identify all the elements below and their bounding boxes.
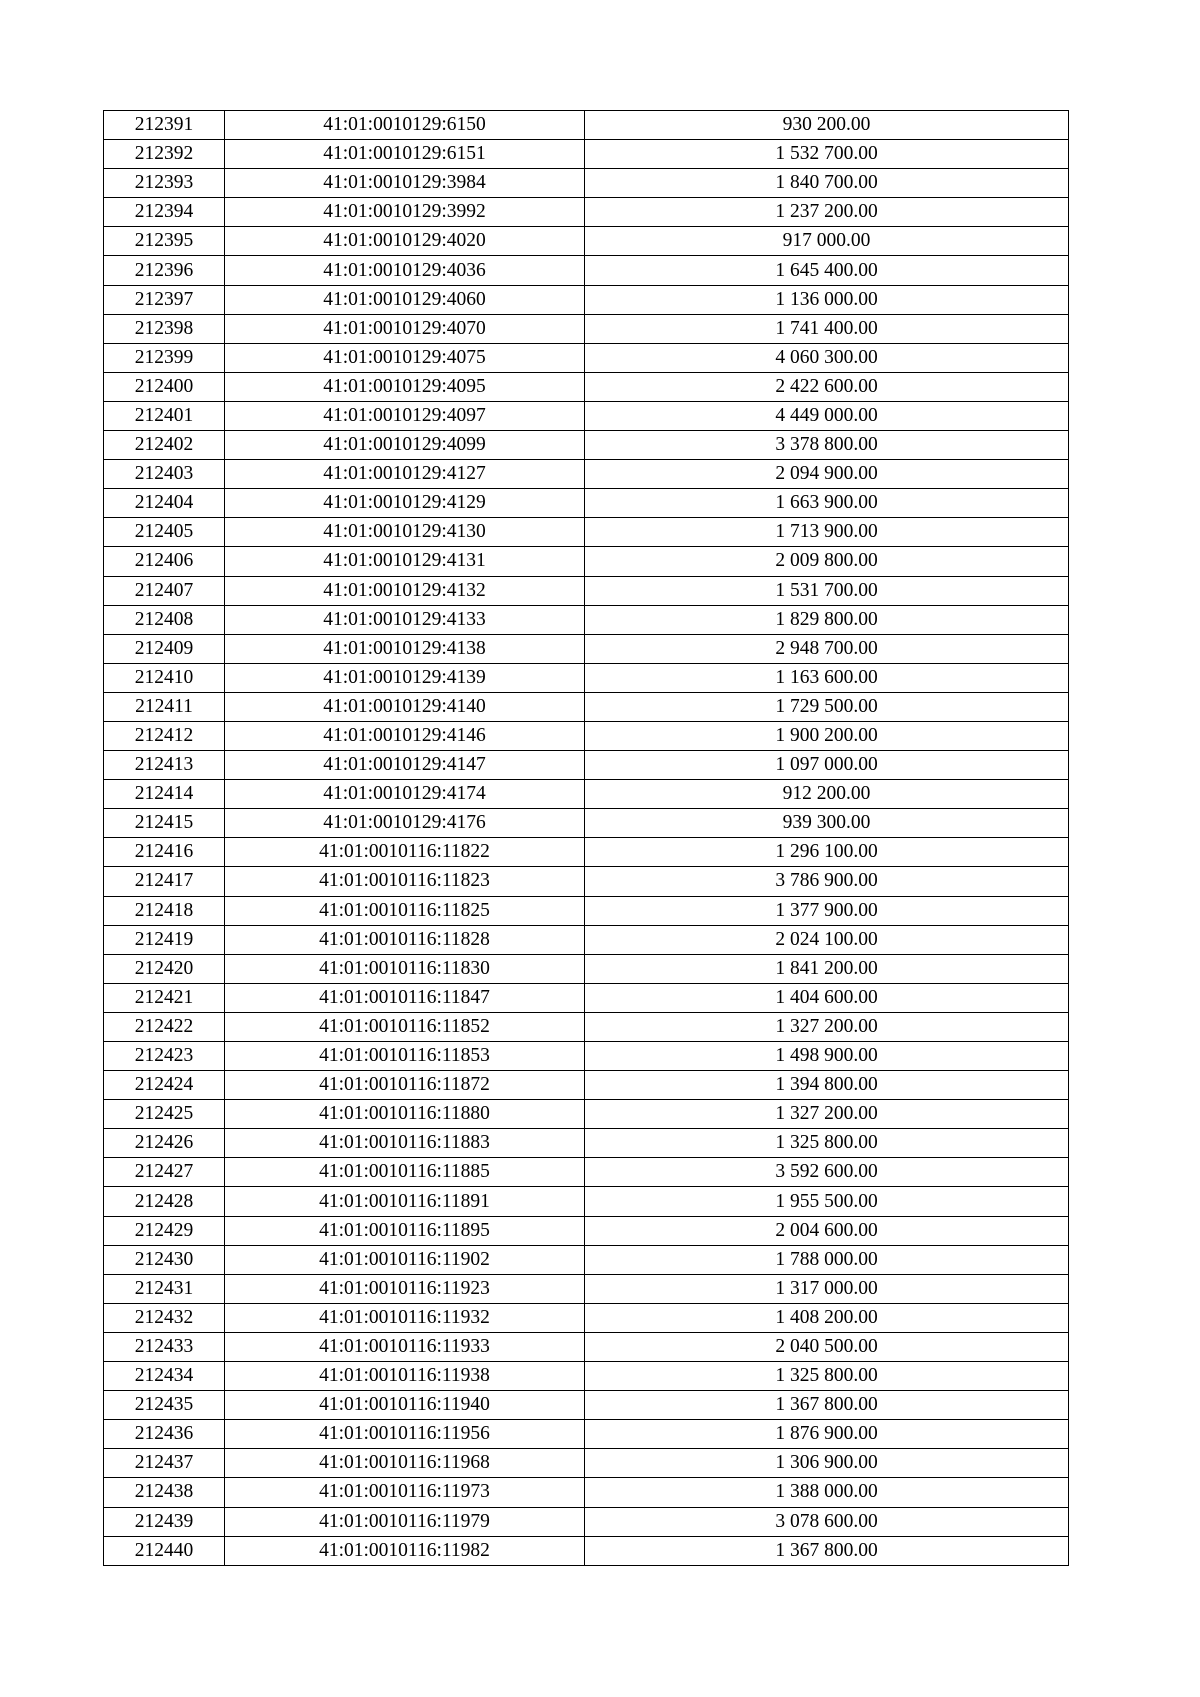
cadastral-number-cell: 41:01:0010129:4140 <box>225 692 585 721</box>
cadastral-value-cell: 3 078 600.00 <box>585 1507 1069 1536</box>
cadastral-value-cell: 2 094 900.00 <box>585 460 1069 489</box>
cadastral-number-cell: 41:01:0010129:4139 <box>225 663 585 692</box>
cadastral-value-cell: 3 786 900.00 <box>585 867 1069 896</box>
cadastral-number-cell: 41:01:0010129:6151 <box>225 140 585 169</box>
cadastral-value-cell: 2 422 600.00 <box>585 372 1069 401</box>
row-number-cell: 212404 <box>104 489 225 518</box>
row-number-cell: 212421 <box>104 983 225 1012</box>
table-row <box>104 1274 1069 1303</box>
row-number-cell: 212426 <box>104 1129 225 1158</box>
cadastral-number-cell: 41:01:0010129:4147 <box>225 751 585 780</box>
row-number-cell: 212431 <box>104 1274 225 1303</box>
table-row <box>104 431 1069 460</box>
cadastral-value-cell: 1 325 800.00 <box>585 1129 1069 1158</box>
table-row <box>104 1391 1069 1420</box>
cadastral-value-cell: 1 377 900.00 <box>585 896 1069 925</box>
table-row <box>104 925 1069 954</box>
table-row <box>104 1187 1069 1216</box>
cadastre-value-table <box>103 110 1069 1566</box>
table-row <box>104 489 1069 518</box>
cadastral-number-cell: 41:01:0010116:11933 <box>225 1332 585 1361</box>
cadastral-value-cell: 1 663 900.00 <box>585 489 1069 518</box>
row-number-cell: 212402 <box>104 431 225 460</box>
table-row <box>104 1216 1069 1245</box>
row-number-cell: 212410 <box>104 663 225 692</box>
cadastral-number-cell: 41:01:0010116:11923 <box>225 1274 585 1303</box>
row-number-cell: 212427 <box>104 1158 225 1187</box>
row-number-cell: 212422 <box>104 1012 225 1041</box>
cadastral-value-cell: 1 394 800.00 <box>585 1071 1069 1100</box>
table-row <box>104 809 1069 838</box>
row-number-cell: 212392 <box>104 140 225 169</box>
row-number-cell: 212439 <box>104 1507 225 1536</box>
cadastral-number-cell: 41:01:0010116:11872 <box>225 1071 585 1100</box>
row-number-cell: 212429 <box>104 1216 225 1245</box>
cadastral-number-cell: 41:01:0010129:4130 <box>225 518 585 547</box>
row-number-cell: 212409 <box>104 634 225 663</box>
table-row <box>104 1362 1069 1391</box>
row-number-cell: 212396 <box>104 256 225 285</box>
cadastral-value-cell: 1 788 000.00 <box>585 1245 1069 1274</box>
cadastral-value-cell: 1 876 900.00 <box>585 1420 1069 1449</box>
cadastral-value-cell: 1 237 200.00 <box>585 198 1069 227</box>
cadastral-value-cell: 1 645 400.00 <box>585 256 1069 285</box>
row-number-cell: 212397 <box>104 285 225 314</box>
cadastral-number-cell: 41:01:0010116:11902 <box>225 1245 585 1274</box>
table-row <box>104 838 1069 867</box>
table-row <box>104 372 1069 401</box>
row-number-cell: 212419 <box>104 925 225 954</box>
cadastral-number-cell: 41:01:0010129:6150 <box>225 111 585 140</box>
table-row <box>104 401 1069 430</box>
cadastral-number-cell: 41:01:0010116:11982 <box>225 1536 585 1565</box>
cadastral-value-cell: 1 408 200.00 <box>585 1303 1069 1332</box>
table-row <box>104 721 1069 750</box>
table-row <box>104 547 1069 576</box>
row-number-cell: 212391 <box>104 111 225 140</box>
cadastral-number-cell: 41:01:0010116:11956 <box>225 1420 585 1449</box>
row-number-cell: 212399 <box>104 343 225 372</box>
cadastral-number-cell: 41:01:0010116:11830 <box>225 954 585 983</box>
cadastral-value-cell: 939 300.00 <box>585 809 1069 838</box>
cadastral-number-cell: 41:01:0010116:11891 <box>225 1187 585 1216</box>
cadastral-number-cell: 41:01:0010129:4060 <box>225 285 585 314</box>
row-number-cell: 212408 <box>104 605 225 634</box>
cadastral-number-cell: 41:01:0010116:11880 <box>225 1100 585 1129</box>
cadastral-value-cell: 1 388 000.00 <box>585 1478 1069 1507</box>
table-row <box>104 1536 1069 1565</box>
cadastral-number-cell: 41:01:0010116:11823 <box>225 867 585 896</box>
cadastral-number-cell: 41:01:0010129:4075 <box>225 343 585 372</box>
row-number-cell: 212438 <box>104 1478 225 1507</box>
row-number-cell: 212414 <box>104 780 225 809</box>
row-number-cell: 212435 <box>104 1391 225 1420</box>
table-row <box>104 751 1069 780</box>
cadastral-number-cell: 41:01:0010116:11847 <box>225 983 585 1012</box>
row-number-cell: 212407 <box>104 576 225 605</box>
row-number-cell: 212423 <box>104 1042 225 1071</box>
table-row <box>104 634 1069 663</box>
cadastral-number-cell: 41:01:0010129:4146 <box>225 721 585 750</box>
table-row <box>104 1158 1069 1187</box>
row-number-cell: 212398 <box>104 314 225 343</box>
cadastral-value-cell: 1 729 500.00 <box>585 692 1069 721</box>
table-row <box>104 169 1069 198</box>
cadastral-number-cell: 41:01:0010129:4138 <box>225 634 585 663</box>
table-row <box>104 518 1069 547</box>
table-row <box>104 1042 1069 1071</box>
table-row <box>104 140 1069 169</box>
cadastral-number-cell: 41:01:0010116:11938 <box>225 1362 585 1391</box>
cadastral-value-cell: 1 317 000.00 <box>585 1274 1069 1303</box>
table-row <box>104 663 1069 692</box>
cadastral-number-cell: 41:01:0010129:4174 <box>225 780 585 809</box>
cadastral-value-cell: 2 024 100.00 <box>585 925 1069 954</box>
cadastral-number-cell: 41:01:0010116:11825 <box>225 896 585 925</box>
cadastral-number-cell: 41:01:0010129:3992 <box>225 198 585 227</box>
table-row <box>104 1507 1069 1536</box>
row-number-cell: 212430 <box>104 1245 225 1274</box>
row-number-cell: 212416 <box>104 838 225 867</box>
cadastral-value-cell: 1 713 900.00 <box>585 518 1069 547</box>
table-row <box>104 896 1069 925</box>
table-row <box>104 1129 1069 1158</box>
table-row <box>104 1303 1069 1332</box>
cadastral-number-cell: 41:01:0010116:11828 <box>225 925 585 954</box>
cadastral-value-cell: 1 955 500.00 <box>585 1187 1069 1216</box>
cadastral-value-cell: 1 327 200.00 <box>585 1100 1069 1129</box>
cadastral-value-cell: 2 040 500.00 <box>585 1332 1069 1361</box>
table-row <box>104 1245 1069 1274</box>
row-number-cell: 212413 <box>104 751 225 780</box>
table-row <box>104 1012 1069 1041</box>
cadastral-value-cell: 1 136 000.00 <box>585 285 1069 314</box>
cadastral-value-cell: 1 327 200.00 <box>585 1012 1069 1041</box>
row-number-cell: 212434 <box>104 1362 225 1391</box>
row-number-cell: 212411 <box>104 692 225 721</box>
cadastral-value-cell: 4 449 000.00 <box>585 401 1069 430</box>
cadastral-value-cell: 1 532 700.00 <box>585 140 1069 169</box>
row-number-cell: 212437 <box>104 1449 225 1478</box>
cadastral-value-cell: 1 306 900.00 <box>585 1449 1069 1478</box>
table-row <box>104 1071 1069 1100</box>
table-row <box>104 692 1069 721</box>
row-number-cell: 212401 <box>104 401 225 430</box>
cadastral-value-cell: 1 097 000.00 <box>585 751 1069 780</box>
table-row <box>104 780 1069 809</box>
cadastral-number-cell: 41:01:0010129:4131 <box>225 547 585 576</box>
table-row <box>104 256 1069 285</box>
row-number-cell: 212420 <box>104 954 225 983</box>
cadastral-number-cell: 41:01:0010116:11973 <box>225 1478 585 1507</box>
cadastral-value-cell: 912 200.00 <box>585 780 1069 809</box>
cadastral-value-cell: 2 004 600.00 <box>585 1216 1069 1245</box>
cadastral-value-cell: 1 325 800.00 <box>585 1362 1069 1391</box>
row-number-cell: 212406 <box>104 547 225 576</box>
row-number-cell: 212436 <box>104 1420 225 1449</box>
cadastral-value-cell: 1 367 800.00 <box>585 1391 1069 1420</box>
row-number-cell: 212400 <box>104 372 225 401</box>
cadastral-number-cell: 41:01:0010129:4020 <box>225 227 585 256</box>
table-row <box>104 983 1069 1012</box>
row-number-cell: 212425 <box>104 1100 225 1129</box>
cadastral-number-cell: 41:01:0010116:11979 <box>225 1507 585 1536</box>
row-number-cell: 212405 <box>104 518 225 547</box>
cadastral-value-cell: 4 060 300.00 <box>585 343 1069 372</box>
cadastral-number-cell: 41:01:0010116:11940 <box>225 1391 585 1420</box>
cadastral-number-cell: 41:01:0010129:4133 <box>225 605 585 634</box>
cadastral-number-cell: 41:01:0010116:11968 <box>225 1449 585 1478</box>
cadastral-number-cell: 41:01:0010129:4132 <box>225 576 585 605</box>
table-row <box>104 1478 1069 1507</box>
cadastral-value-cell: 930 200.00 <box>585 111 1069 140</box>
cadastral-value-cell: 1 404 600.00 <box>585 983 1069 1012</box>
cadastral-value-cell: 1 841 200.00 <box>585 954 1069 983</box>
cadastral-value-cell: 3 592 600.00 <box>585 1158 1069 1187</box>
table-body <box>104 111 1069 1566</box>
cadastral-number-cell: 41:01:0010129:4176 <box>225 809 585 838</box>
row-number-cell: 212418 <box>104 896 225 925</box>
cadastral-number-cell: 41:01:0010129:4127 <box>225 460 585 489</box>
row-number-cell: 212433 <box>104 1332 225 1361</box>
table-row <box>104 1420 1069 1449</box>
cadastral-number-cell: 41:01:0010116:11932 <box>225 1303 585 1332</box>
table-row <box>104 460 1069 489</box>
row-number-cell: 212403 <box>104 460 225 489</box>
row-number-cell: 212417 <box>104 867 225 896</box>
cadastral-value-cell: 3 378 800.00 <box>585 431 1069 460</box>
cadastral-number-cell: 41:01:0010116:11852 <box>225 1012 585 1041</box>
cadastral-value-cell: 1 741 400.00 <box>585 314 1069 343</box>
cadastral-number-cell: 41:01:0010116:11885 <box>225 1158 585 1187</box>
table-row <box>104 576 1069 605</box>
row-number-cell: 212424 <box>104 1071 225 1100</box>
cadastral-value-cell: 1 531 700.00 <box>585 576 1069 605</box>
cadastral-number-cell: 41:01:0010116:11822 <box>225 838 585 867</box>
cadastral-value-cell: 1 163 600.00 <box>585 663 1069 692</box>
cadastral-number-cell: 41:01:0010129:4070 <box>225 314 585 343</box>
table-row <box>104 867 1069 896</box>
cadastral-number-cell: 41:01:0010129:4097 <box>225 401 585 430</box>
cadastral-number-cell: 41:01:0010129:4129 <box>225 489 585 518</box>
cadastral-value-cell: 1 498 900.00 <box>585 1042 1069 1071</box>
cadastral-value-cell: 1 900 200.00 <box>585 721 1069 750</box>
table-row <box>104 954 1069 983</box>
row-number-cell: 212415 <box>104 809 225 838</box>
cadastral-value-cell: 1 296 100.00 <box>585 838 1069 867</box>
row-number-cell: 212412 <box>104 721 225 750</box>
table-row <box>104 198 1069 227</box>
cadastral-value-cell: 2 948 700.00 <box>585 634 1069 663</box>
cadastral-number-cell: 41:01:0010116:11853 <box>225 1042 585 1071</box>
table-row <box>104 605 1069 634</box>
cadastral-number-cell: 41:01:0010129:3984 <box>225 169 585 198</box>
table-row <box>104 285 1069 314</box>
cadastral-value-cell: 2 009 800.00 <box>585 547 1069 576</box>
cadastral-value-cell: 1 829 800.00 <box>585 605 1069 634</box>
cadastral-value-cell: 917 000.00 <box>585 227 1069 256</box>
cadastral-number-cell: 41:01:0010116:11895 <box>225 1216 585 1245</box>
row-number-cell: 212428 <box>104 1187 225 1216</box>
row-number-cell: 212395 <box>104 227 225 256</box>
table-row <box>104 111 1069 140</box>
cadastral-number-cell: 41:01:0010129:4099 <box>225 431 585 460</box>
table-row <box>104 1100 1069 1129</box>
row-number-cell: 212432 <box>104 1303 225 1332</box>
row-number-cell: 212394 <box>104 198 225 227</box>
table-row <box>104 1332 1069 1361</box>
table-row <box>104 343 1069 372</box>
cadastral-value-cell: 1 367 800.00 <box>585 1536 1069 1565</box>
cadastral-number-cell: 41:01:0010129:4095 <box>225 372 585 401</box>
table-row <box>104 314 1069 343</box>
cadastral-value-cell: 1 840 700.00 <box>585 169 1069 198</box>
table-row <box>104 1449 1069 1478</box>
cadastral-number-cell: 41:01:0010129:4036 <box>225 256 585 285</box>
row-number-cell: 212393 <box>104 169 225 198</box>
table-row <box>104 227 1069 256</box>
row-number-cell: 212440 <box>104 1536 225 1565</box>
cadastral-number-cell: 41:01:0010116:11883 <box>225 1129 585 1158</box>
